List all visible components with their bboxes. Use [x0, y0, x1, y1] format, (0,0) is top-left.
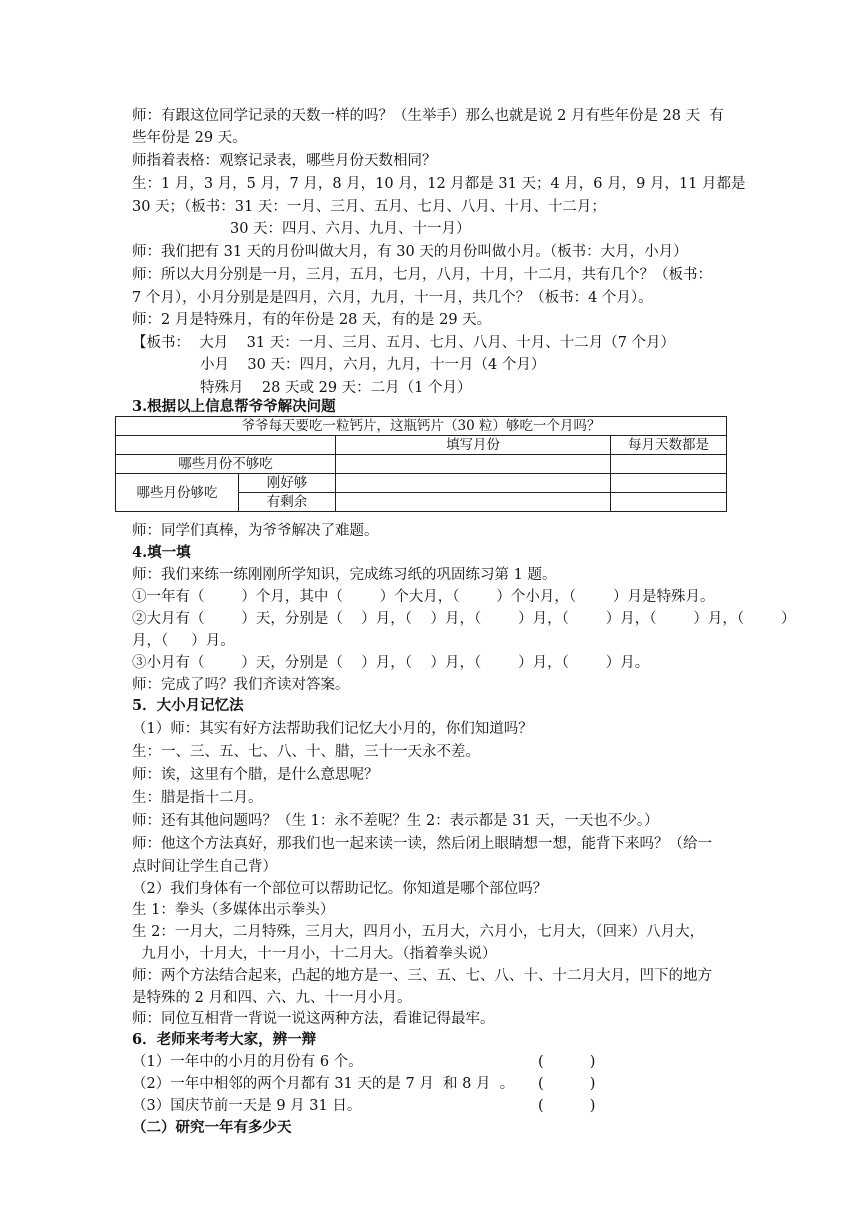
fill-item: ②大月有（ ）天，分别是（ ）月，（ ）月，（ ）月，（ ）月，（ ）月，（ ）	[132, 611, 796, 627]
judge-bracket: ( )	[538, 1098, 596, 1114]
table-header-days: 每月天数都是	[611, 436, 727, 455]
section-heading: 3.根据以上信息帮爷爷解决问题	[132, 398, 336, 415]
table-row-enough: 哪些月份够吃	[116, 474, 239, 512]
text-line: 些年份是 29 天。	[132, 130, 247, 146]
text-line: 师：有跟这位同学记录的天数一样的吗？（生举手）那么也就是说 2 月有些年份是 28 天 有	[132, 108, 724, 124]
text-line: 30 天；（板书：31 天：一月、三月、五月、七月、八月、十月、十二月；	[132, 199, 606, 215]
table-title: 爷爷每天要吃一粒钙片，这瓶钙片（30 粒）够吃一个月吗？	[116, 417, 727, 436]
text-line: 师指着表格：观察记录表，哪些月份天数相同？	[132, 153, 437, 169]
text-line: 师：我们把有 31 天的月份叫做大月，有 30 天的月份叫做小月。（板书：大月，小月）	[132, 244, 688, 260]
text-line: 生：一、三、五、七、八、十、腊，三十一天永不差。	[132, 744, 480, 760]
text-line: 生：1 月，3 月，5 月，7 月，8 月，10 月，12 月都是 31 天；4 月，6 月，9 月，11 月都是	[132, 176, 746, 192]
text-line: 小月 30 天：四月，六月，九月，十一月（4 个月）	[200, 357, 546, 373]
fill-item: 月，（ ）月。	[132, 633, 235, 649]
table-row-not-enough: 哪些月份不够吃	[116, 455, 336, 474]
table-cell	[611, 493, 727, 512]
text-line: 师：同学们真棒，为爷爷解决了难题。	[132, 523, 379, 539]
judge-item: （2）一年中相邻的两个月都有 31 天的是 7 月 和 8 月 。	[132, 1076, 515, 1092]
section-heading: 5．大小月记忆法	[132, 697, 244, 714]
text-line: 师：同位互相背一背说一说这两种方法，看谁记得最牢。	[132, 1011, 495, 1027]
table-sub-just: 刚好够	[239, 474, 336, 493]
text-line: 生 2：一月大，二月特殊，三月大，四月小，五月大，六月小，七月大，（回来）八月大，	[132, 924, 705, 940]
text-line: 师：我们来练一练刚刚所学知识，完成练习纸的巩固练习第 1 题。	[132, 567, 557, 583]
judge-bracket: ( )	[538, 1054, 596, 1070]
text-line: 师：所以大月分别是一月，三月，五月，七月，八月，十月，十二月，共有几个？（板书：	[132, 267, 712, 283]
table-cell	[336, 455, 611, 474]
table-cell	[611, 474, 727, 493]
table-cell	[611, 455, 727, 474]
table-sub-left: 有剩余	[239, 493, 336, 512]
table-cell	[336, 493, 611, 512]
text-line: 点时间让学生自己背）	[132, 859, 277, 875]
table-header-fill: 填写月份	[336, 436, 611, 455]
text-line: 7 个月），小月分别是是四月，六月，九月，十一月，共几个？（板书：4 个月）。	[132, 290, 653, 306]
text-line: 九月小，十月大，十一月小，十二月大。（指着拳头说）	[132, 946, 497, 962]
text-line: 师：还有其他问题吗？（生 1：永不差呢？生 2：表示都是 31 天，一天也不少。）	[132, 813, 659, 829]
text-line: 师：诶，这里有个腊，是什么意思呢？	[132, 767, 379, 783]
table-cell	[336, 474, 611, 493]
calcium-table	[115, 416, 727, 512]
judge-item: （1）一年中的小月的月份有 6 个。	[132, 1054, 363, 1070]
section-heading: 4.填一填	[132, 544, 191, 561]
text-line: 师：2 月是特殊月，有的年份是 28 天，有的是 29 天。	[132, 312, 492, 328]
section-heading: （二）研究一年有多少天	[132, 1119, 292, 1136]
text-line: 生 1：拳头（多媒体出示拳头）	[132, 902, 335, 918]
text-line: 是特殊的 2 月和四、六、九、十一月小月。	[132, 990, 412, 1006]
fill-item: ③小月有（ ）天，分别是（ ）月，（ ）月，（ ）月，（ ）月。	[132, 655, 650, 671]
text-line: 师：两个方法结合起来，凸起的地方是一、三、五、七、八、十、十二月大月，凹下的地方	[132, 968, 712, 984]
text-line: 生：腊是指十二月。	[132, 790, 263, 806]
text-line: （1）师：其实有好方法帮助我们记忆大小月的，你们知道吗？	[132, 721, 533, 737]
text-line: 【板书： 大月 31 天：一月、三月、五月、七月、八月、十月、十二月（7 个月）	[132, 335, 676, 351]
judge-item: （3）国庆节前一天是 9 月 31 日。	[132, 1098, 362, 1114]
text-line: （2）我们身体有一个部位可以帮助记忆。你知道是哪个部位吗？	[132, 881, 548, 897]
text-line: 30 天：四月、六月、九月、十一月）	[230, 221, 471, 237]
table-header-empty	[116, 436, 336, 455]
text-line: 特殊月 28 天或 29 天：二月（1 个月）	[200, 380, 472, 396]
judge-bracket: ( )	[538, 1076, 596, 1092]
text-line: 师：他这个方法真好，那我们也一起来读一读，然后闭上眼睛想一想，能背下来吗？（给一	[132, 836, 712, 852]
section-heading: 6．老师来考考大家，辨一辩	[132, 1031, 317, 1048]
text-line: 师：完成了吗？我们齐读对答案。	[132, 677, 350, 693]
fill-item: ①一年有（ ）个月，其中（ ）个大月，（ ）个小月，（ ）月是特殊月。	[132, 589, 715, 605]
